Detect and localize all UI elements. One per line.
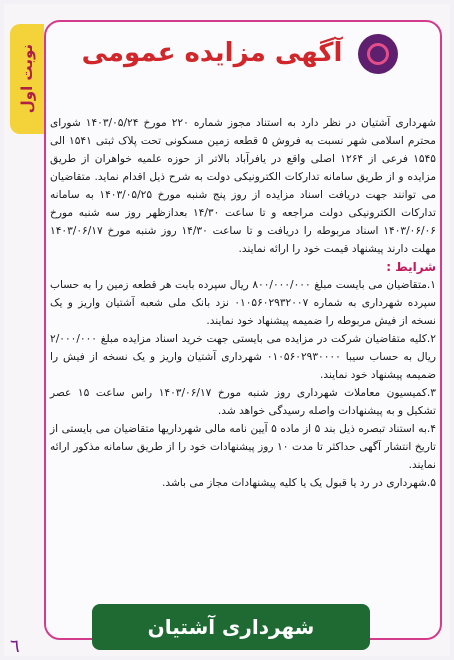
condition-item: ۲.کلیه متقاضیان شرکت در مزایده می بایستی جهت خرید اسناد مزایده مبلغ ۲/۰۰۰/۰۰۰ ریال به حساب سیبا ۰۱۰۵۶۰۲۹۳۰۰۰۰ شهرداری آشتیان واریز و یک نسخه از فیش را ضمیمه پیشنهاد خود نمایند.: [50, 333, 436, 381]
intro-paragraph: شهرداری آشتیان در نظر دارد به استناد مجوز شماره ۲۲۰ مورخ ۱۴۰۳/۰۵/۲۴ شورای محترم اسلامی شهر نسبت به فروش ۵ قطعه زمین مسکونی تحت پلاک ثبتی ۱۵۴۱ الی ۱۵۴۵ فرعی از ۱۲۶۴ اصلی واقع در یافرآباد بالاتر از حوزه علمیه خواهران از طریق مزایده و از طریق سامانه تدارکات الکترونیکی دولت به شرح ذیل اقدام نماید. متقاضیان می توانند جهت دریافت اسناد مزایده از روز پنج شنبه مورخ ۱۴۰۳/۰۵/۲۵ به سامانه تدارکات الکترونیکی دولت مراجعه و تا ساعت ۱۴/۳۰ بعدازظهر روز سه شنبه مورخ ۱۴۰۳/۰۶/۰۶ اسناد مربوطه را دریافت و تا ساعت ۱۴/۳۰ روز شنبه مورخ ۱۴۰۳/۰۶/۱۷ مهلت دارند پیشنهاد قیمت خود را ارائه نمایند.: [50, 117, 437, 255]
condition-item: ۵.شهرداری در رد یا قبول یک یا کلیه پیشنهادات مجاز می باشد.: [162, 477, 436, 489]
conditions-title: شرایط :: [386, 260, 436, 274]
page-title: آگهی مزایده عمومی: [81, 38, 343, 68]
side-tab: [10, 24, 44, 134]
side-tab-label: نوبت اول: [18, 44, 36, 114]
ad-body: [50, 114, 436, 492]
ad-card: [4, 4, 450, 656]
condition-item: ۱.متقاضیان می بایست مبلغ ۸۰۰/۰۰۰/۰۰۰ ریال سپرده بابت هر قطعه زمین را به حساب سپرده شهرداری به شماره ۰۱۰۵۶۰۲۹۳۲۰۰۷ نزد بانک ملی شعبه آشتیان واریز و یک نسخه از فیش مربوطه را ضمیمه پیشنهاد خود نمایند.: [50, 279, 436, 327]
footer-banner: [92, 604, 370, 650]
municipality-logo-icon: [358, 34, 398, 74]
footer-label: شهرداری آشتیان: [147, 615, 315, 639]
corner-mark: ٦: [10, 636, 20, 657]
condition-item: ۳.کمیسیون معاملات شهرداری روز شنبه مورخ ۱۴۰۳/۰۶/۱۷ راس ساعت ۱۵ عصر تشکیل و به پیشنهادات واصله رسیدگی خواهد شد.: [50, 387, 436, 417]
condition-item: ۴.به استناد تبصره ذیل بند ۵ از ماده ۵ آیین نامه مالی شهرداریها متقاضیان می بایستی از تاریخ انتشار آگهی حداکثر تا مدت ۱۰ روز پیشنهادات خود را از طریق سامانه مذکور ارائه نمایند.: [50, 423, 436, 471]
